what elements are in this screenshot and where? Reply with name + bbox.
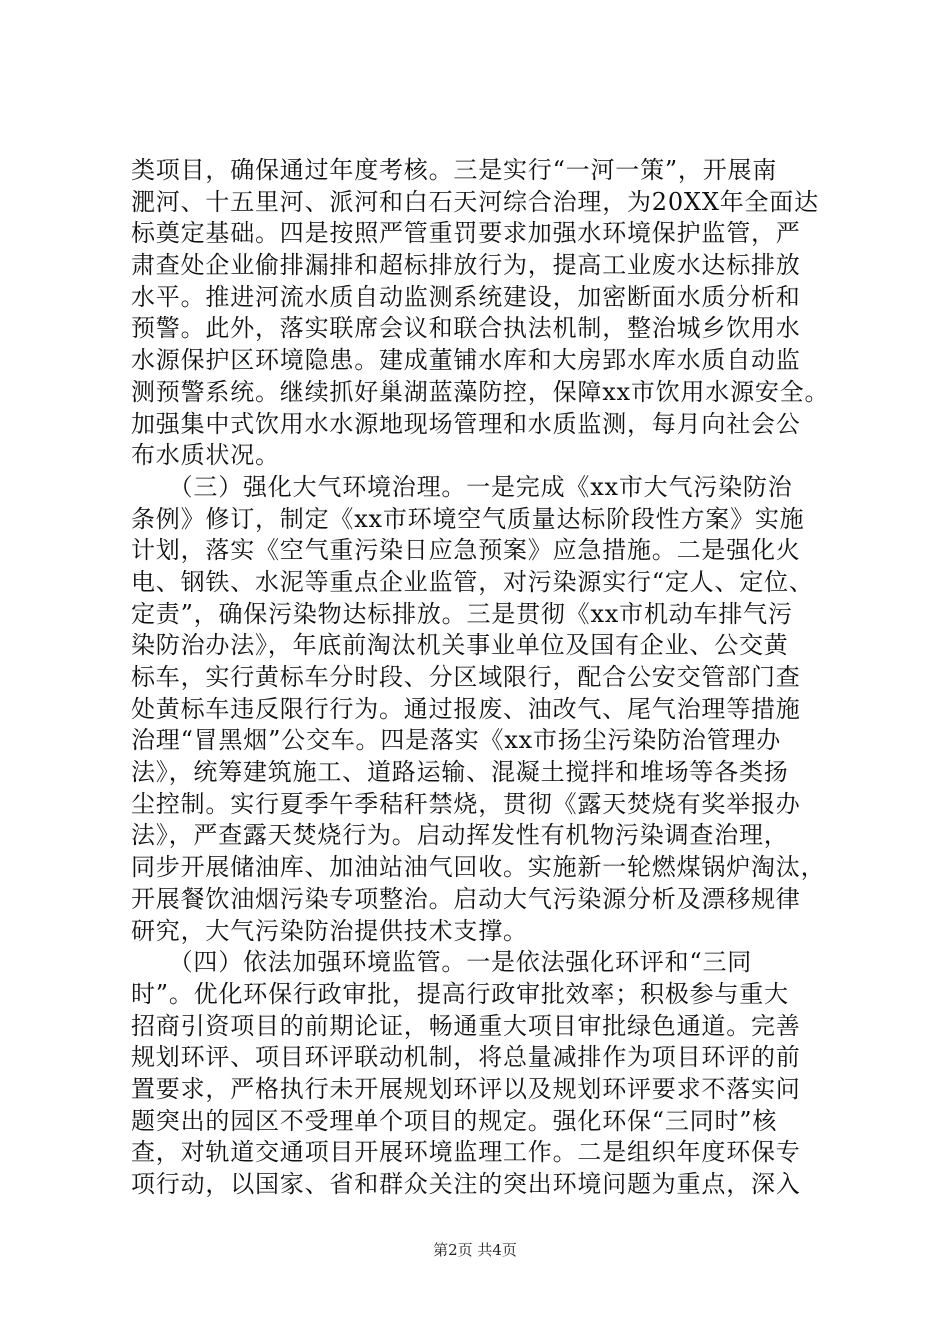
- page-number: 第2页 共4页: [433, 1241, 517, 1259]
- text-line: 规划环评、项目环评联动机制，将总量减排作为项目环评的前: [131, 1043, 801, 1072]
- text-line: 定责”，确保污染物达标排放。三是贯彻《xx市机动车排气污: [131, 599, 793, 628]
- text-line: 处黄标车违反限行行为。通过报废、油改气、尾气治理等措施: [131, 694, 801, 723]
- text-line: 招商引资项目的前期论证，畅通重大项目审批绿色通道。完善: [131, 1011, 801, 1040]
- text-line: 标车，实行黄标车分时段、分区域限行，配合公安交管部门查: [131, 663, 801, 691]
- text-line: 法》，严查露天焚烧行为。启动挥发性有机物污染调查治理，: [131, 821, 789, 850]
- text-line: 置要求，严格执行未开展规划环评以及规划环评要求不落实问: [131, 1074, 801, 1103]
- text-line: 标奠定基础。四是按照严管重罚要求加强水环境保护监管，严: [131, 219, 801, 248]
- text-line: 时”。优化环保行政审批，提高行政审批效率；积极参与重大: [131, 979, 789, 1008]
- text-line: 类项目，确保通过年度考核。三是实行“一河一策”，开展南: [131, 156, 778, 184]
- text-line: 预警。此外，落实联席会议和联合执法机制，整治城乡饮用水: [131, 314, 801, 343]
- text-line: 条例》修订，制定《xx市环境空气质量达标阶段性方案》实施: [131, 504, 805, 533]
- text-line: 法》，统筹建筑施工、道路运输、混凝土搅拌和堆场等各类扬: [131, 758, 789, 787]
- text-line: 研究，大气污染防治提供技术支撑。: [131, 916, 528, 945]
- page-footer: [0, 1240, 950, 1260]
- section-heading-line: （四）依法加强环境监管。一是依法强化环评和“三同: [131, 948, 753, 977]
- text-line: 加强集中式饮用水水源地现场管理和水质监测，每月向社会公: [131, 409, 801, 438]
- text-line: 布水质状况。: [131, 441, 280, 470]
- text-line: 尘控制。实行夏季午季秸秆禁烧，贯彻《露天焚烧有奖举报办: [131, 789, 801, 818]
- text-line: 查，对轨道交通项目开展环境监理工作。二是组织年度环保专: [131, 1138, 801, 1167]
- text-line: 项行动，以国家、省和群众关注的突出环境问题为重点，深入: [131, 1170, 801, 1198]
- text-line: 测预警系统。继续抓好巢湖蓝藻防控，保障xx市饮用水源安全。: [131, 377, 830, 406]
- text-line: 同步开展储油库、加油站油气回收。实施新一轮燃煤锅炉淘汰，: [131, 853, 826, 882]
- text-line: 染防治办法》，年底前淘汰机关事业单位及国有企业、公交黄: [131, 631, 789, 660]
- section-heading-line: （三）强化大气环境治理。一是完成《xx市大气污染防治: [131, 472, 793, 501]
- text-line: 水源保护区环境隐患。建成董铺水库和大房郢水库水质自动监: [131, 346, 801, 375]
- text-line: 题突出的园区不受理单个项目的规定。强化环保“三同时”核: [131, 1106, 778, 1135]
- text-line: 治理“冒黑烟”公交车。四是落实《xx市扬尘污染防治管理办: [131, 726, 782, 755]
- text-line: 水平。推进河流水质自动监测系统建设，加密断面水质分析和: [131, 282, 801, 311]
- text-line: 开展餐饮油烟污染专项整治。启动大气污染源分析及漂移规律: [131, 884, 801, 913]
- text-line: 计划，落实《空气重污染日应急预案》应急措施。二是强化火: [131, 536, 801, 565]
- text-line: 电、钢铁、水泥等重点企业监管，对污染源实行“定人、定位、: [131, 567, 814, 596]
- document-body: [131, 155, 831, 1201]
- text-line: 肃查处企业偷排漏排和超标排放行为，提高工业废水达标排放: [131, 251, 801, 280]
- text-line: 淝河、十五里河、派河和白石天河综合治理，为20XX年全面达: [131, 187, 819, 216]
